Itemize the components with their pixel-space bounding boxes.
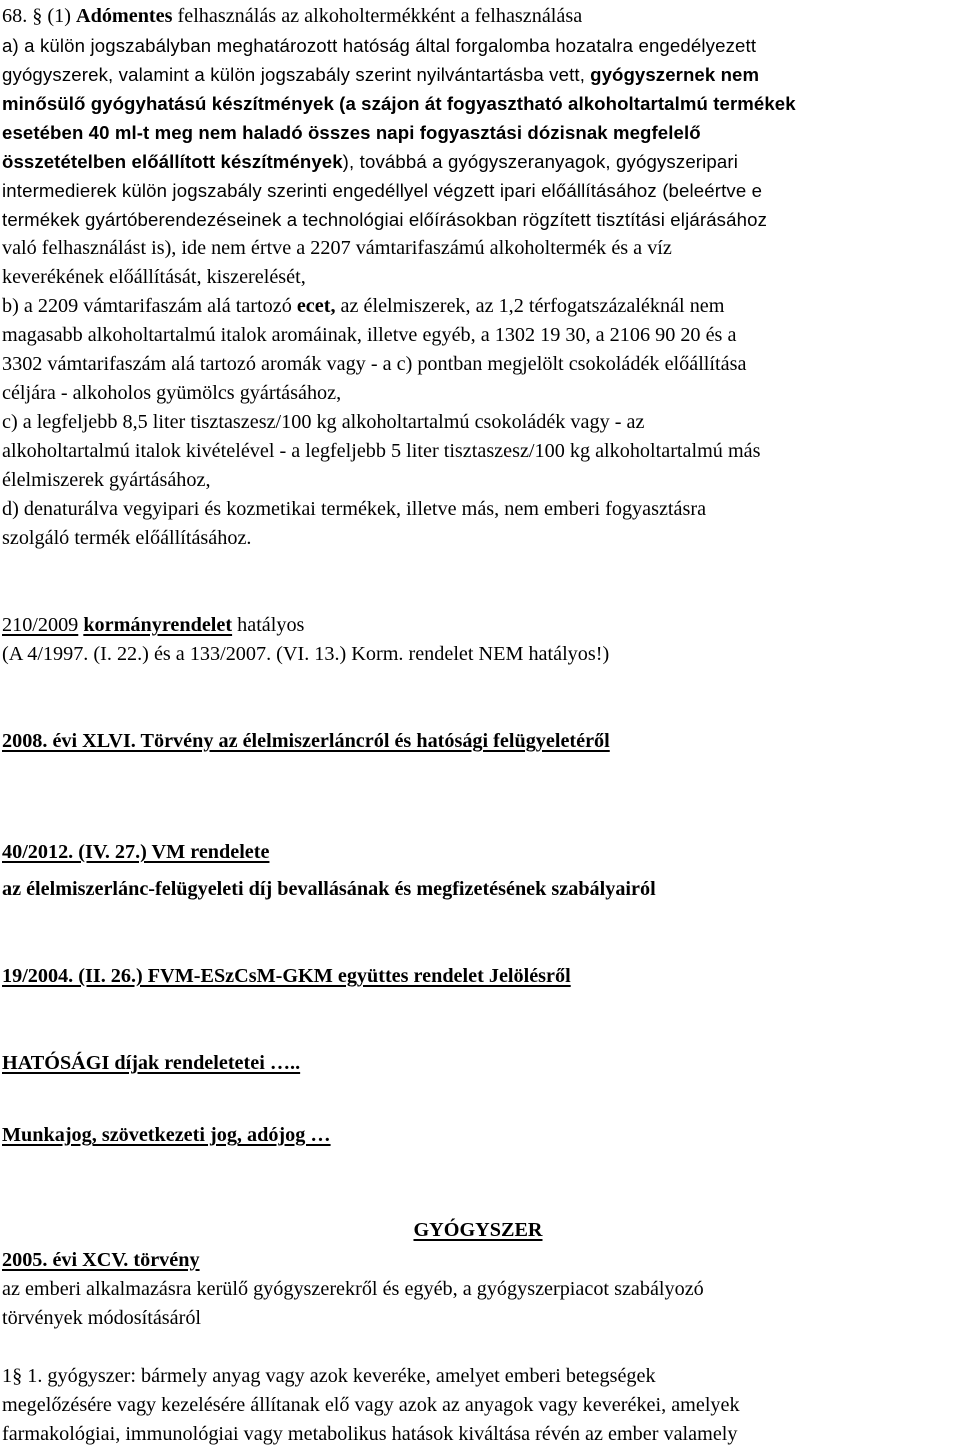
- point-b-line-1-pre: b) a 2209 vámtarifaszám alá tartozó: [2, 295, 292, 317]
- point-c-line-3: élelmiszerek gyártásához,: [2, 469, 211, 491]
- point-a-line-5-text: ), továbbá a gyógyszeranyagok, gyógyszeripari: [342, 151, 739, 172]
- point-b-line-4: céljára - alkoholos gyümölcs gyártásához,: [2, 382, 342, 404]
- sec1-paragraph-mark: §: [12, 1365, 23, 1387]
- korm-rendelet-word-link[interactable]: kormányrendelet: [83, 614, 233, 636]
- korm-rendelet-line: [2, 611, 304, 640]
- point-a-line-1: a) a külön jogszabályban meghatározott hatóság által forgalomba hozatalra engedélyezett: [2, 35, 757, 56]
- point-b-line-3: 3302 vámtarifaszám alá tartozó aromák vagy - a c) pontban megjelölt csokoládék előállítása: [2, 353, 747, 375]
- fvm-rendelet-link[interactable]: 19/2004. (II. 26.) FVM-ESzCsM-GKM együttes rendelet Jelölésről: [2, 965, 571, 987]
- law-2005-line: [2, 1246, 200, 1275]
- korm-rendelet-number-link[interactable]: 210/2009: [2, 614, 79, 636]
- point-a-line-5: [2, 147, 738, 176]
- point-a-line-7: termékek gyártóberendezéseinek a technológiai előírásokban rögzített tisztítási eljárásához: [2, 209, 768, 230]
- point-d-line-1: d) denaturálva vegyipari és kozmetikai termékek, illetve más, nem emberi fogyasztásra: [2, 498, 707, 520]
- subsection-number: (1): [47, 5, 71, 27]
- point-a-line-2-bold: gyógyszernek nem: [590, 64, 760, 85]
- point-a-line-2-text: gyógyszerek, valamint a külön jogszabály szerint nyilvántartásba vett,: [2, 64, 586, 85]
- hatosagi-line: [2, 1049, 300, 1078]
- law-2005-link[interactable]: 2005. évi XCV. törvény: [2, 1249, 200, 1271]
- gyogyszer-heading[interactable]: GYÓGYSZER: [413, 1219, 543, 1241]
- point-b-line-2: magasabb alkoholtartalmú italok aromáinak, illetve egyéb, a 1302 19 30, a 2106 90 20 és a: [2, 324, 737, 346]
- sec1-number: 1: [2, 1365, 13, 1387]
- gyogyszer-heading-line: [0, 1216, 960, 1245]
- law-2005-desc-line-2: törvények módosításáról: [2, 1307, 202, 1329]
- fvm-rendelet-line: [2, 962, 571, 991]
- law-2008-link[interactable]: 2008. évi XLVI. Törvény az élelmiszerláncról és hatósági felügyeletéről: [2, 730, 610, 752]
- vm-rendelet-subtitle: az élelmiszerlánc-felügyeleti díj bevallásának és megfizetésének szabályairól: [2, 878, 656, 900]
- vm-rendelet-line: [2, 838, 269, 867]
- point-b-line-1-post: az élelmiszerek, az 1,2 térfogatszázaléknál nem: [340, 295, 725, 317]
- korm-rendelet-status: hatályos: [237, 614, 305, 636]
- point-c-line-2: alkoholtartalmú italok kivételével - a legfeljebb 5 liter tisztaszesz/100 kg alkoholtartalmú más: [2, 440, 761, 462]
- sec1-line-1: [2, 1362, 656, 1391]
- hatosagi-dijak-link[interactable]: HATÓSÁGI díjak rendeletetei …..: [2, 1052, 301, 1074]
- munkajog-link[interactable]: Munkajog, szövetkezeti jog, adójog …: [2, 1124, 331, 1146]
- section-number: 68.: [2, 5, 28, 27]
- section-title-bold: Adómentes: [76, 5, 173, 27]
- section-68-heading: [2, 2, 582, 31]
- point-b-line-1: [2, 292, 724, 321]
- munkajog-line: [2, 1121, 331, 1150]
- point-a-line-5-bold: összetételben előállított készítmények: [2, 151, 343, 172]
- point-a-line-2: [2, 60, 759, 89]
- sec1-line-2: megelőzésére vagy kezelésére állítanak elő vagy azok az anyagok vagy keverékei, amelyek: [2, 1394, 740, 1416]
- sec1-line-1-text: 1. gyógyszer: bármely anyag vagy azok keveréke, amelyet emberi betegségek: [27, 1365, 656, 1387]
- point-a-line-4: esetében 40 ml-t meg nem haladó összes napi fogyasztási dózisnak megfelelő: [2, 122, 701, 143]
- point-a-line-8: való felhasználást is), ide nem értve a 2207 vámtarifaszámú alkoholtermék és a víz: [2, 237, 672, 259]
- law-2005-desc-line-1: az emberi alkalmazásra kerülő gyógyszerekről és egyéb, a gyógyszerpiacot szabályozó: [2, 1278, 704, 1300]
- point-a-line-3: minősülő gyógyhatású készítmények (a szájon át fogyasztható alkoholtartalmú termékek: [2, 93, 796, 114]
- paragraph-mark: §: [32, 5, 43, 27]
- point-b-line-1-bold: ecet,: [296, 295, 336, 317]
- point-d-line-2: szolgáló termék előállításához.: [2, 527, 252, 549]
- vm-rendelet-link[interactable]: 40/2012. (IV. 27.) VM rendelete: [2, 841, 270, 863]
- point-a-line-9: keverékének előállítását, kiszerelését,: [2, 266, 306, 288]
- section-title-rest: felhasználás az alkoholtermékként a felhasználása: [177, 5, 583, 27]
- point-a-line-6: intermedierek külön jogszabály szerinti engedéllyel végzett ipari előállításához (beleértve e: [2, 180, 763, 201]
- sec1-line-3: farmakológiai, immunológiai vagy metabolikus hatások kiváltása révén az ember valamely: [2, 1423, 738, 1445]
- law-2008-link-line: [2, 727, 610, 756]
- point-c-line-1: c) a legfeljebb 8,5 liter tisztaszesz/100 kg alkoholtartalmú csokoládék vagy - az: [2, 411, 645, 433]
- korm-rendelet-note: (A 4/1997. (I. 22.) és a 133/2007. (VI. 13.) Korm. rendelet NEM hatályos!): [2, 643, 610, 665]
